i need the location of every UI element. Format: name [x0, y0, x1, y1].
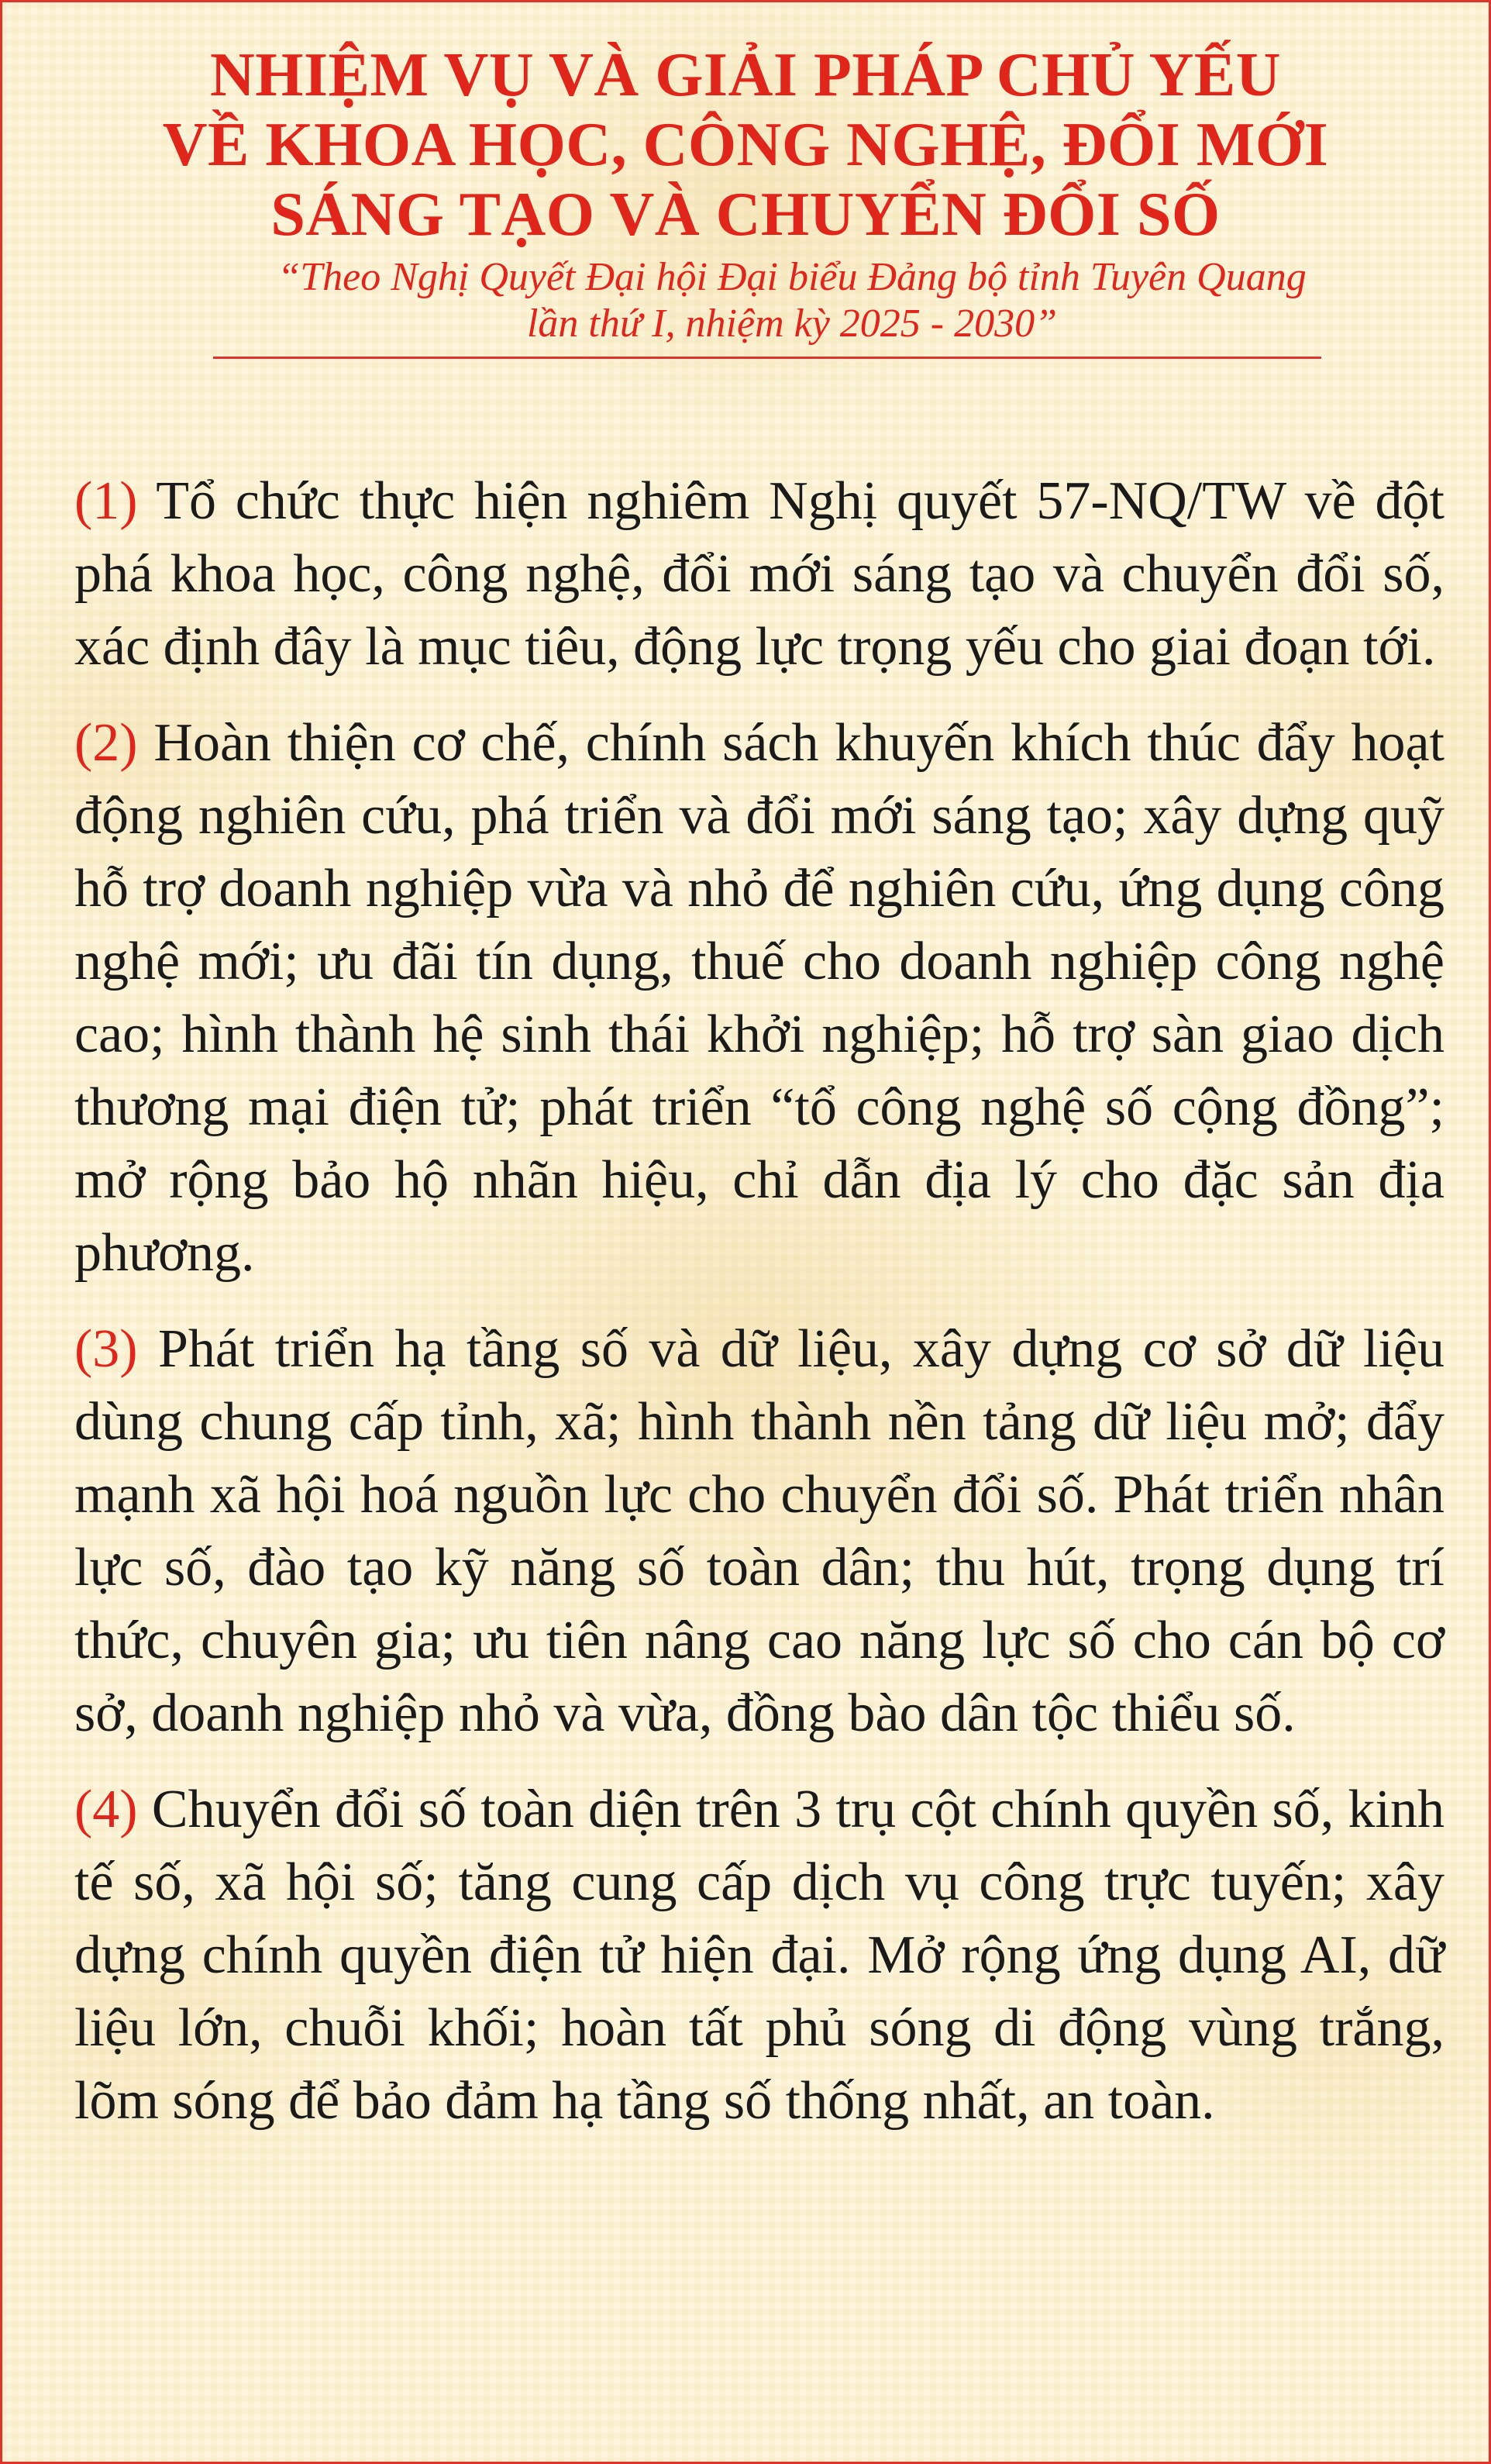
paragraph-number: (1): [74, 471, 138, 531]
paragraph-1: [74, 465, 1445, 684]
paragraph-text: Tổ chức thực hiện nghiêm Nghị quyết 57-NQ/TW về đột phá khoa học, công nghệ, đổi mới sáng tạo và chuyển đổi số, xác định đây là mục tiêu, động lực trọng yếu cho giai đoạn tới.: [74, 471, 1445, 677]
paragraph-text: Chuyển đổi số toàn diện trên 3 trụ cột chính quyền số, kinh tế số, xã hội số; tăng cung cấp dịch vụ công trực tuyến; xây dựng chính quyền điện tử hiện đại. Mở rộng ứng dụng AI, dữ liệu lớn, chuỗi khối; hoàn tất phủ sóng di động vùng trắng, lõm sóng để bảo đảm hạ tầng số thống nhất, an toàn.: [74, 1780, 1445, 2131]
paragraph-4: [74, 1773, 1445, 2138]
paragraph-number: (3): [74, 1319, 138, 1379]
title-line-2: VỀ KHOA HỌC, CÔNG NGHỆ, ĐỔI MỚI: [162, 111, 1329, 179]
paragraph-number: (4): [74, 1780, 138, 1839]
header-divider: [213, 357, 1321, 359]
paragraph-text: Hoàn thiện cơ chế, chính sách khuyến khích thúc đẩy hoạt động nghiên cứu, phá triển và đổi mới sáng tạo; xây dựng quỹ hỗ trợ doanh nghiệp vừa và nhỏ để nghiên cứu, ứng dụng công nghệ mới; ưu đãi tín dụng, thuế cho doanh nghiệp công nghệ cao; hình thành hệ sinh thái khởi nghiệp; hỗ trợ sàn giao dịch thương mại điện tử; phát triển “tổ công nghệ số cộng đồng”; mở rộng bảo hộ nhãn hiệu, chỉ dẫn địa lý cho đặc sản địa phương.: [74, 713, 1445, 1283]
title-line-1: NHIỆM VỤ VÀ GIẢI PHÁP CHỦ YẾU: [210, 41, 1281, 109]
page-title: [0, 40, 1491, 250]
content-body: [74, 465, 1445, 2161]
paragraph-text: Phát triển hạ tầng số và dữ liệu, xây dựng cơ sở dữ liệu dùng chung cấp tỉnh, xã; hình thành nền tảng dữ liệu mở; đẩy mạnh xã hội hoá nguồn lực cho chuyển đổi số. Phát triển nhân lực số, đào tạo kỹ năng số toàn dân; thu hút, trọng dụng trí thức, chuyên gia; ưu tiên nâng cao năng lực số cho cán bộ cơ sở, doanh nghiệp nhỏ và vừa, đồng bào dân tộc thiểu số.: [74, 1319, 1445, 1743]
page-header: [0, 40, 1491, 347]
paragraph-number: (2): [74, 713, 138, 773]
page-subtitle: [0, 254, 1491, 347]
paragraph-2: [74, 707, 1445, 1290]
subtitle-line-2: lần thứ I, nhiệm kỳ 2025 - 2030”: [526, 302, 1058, 346]
subtitle-line-1: “Theo Nghị Quyết Đại hội Đại biểu Đảng bộ tỉnh Tuyên Quang: [277, 255, 1307, 299]
title-line-3: SÁNG TẠO VÀ CHUYỂN ĐỔI SỐ: [270, 181, 1221, 249]
paragraph-3: [74, 1313, 1445, 1750]
